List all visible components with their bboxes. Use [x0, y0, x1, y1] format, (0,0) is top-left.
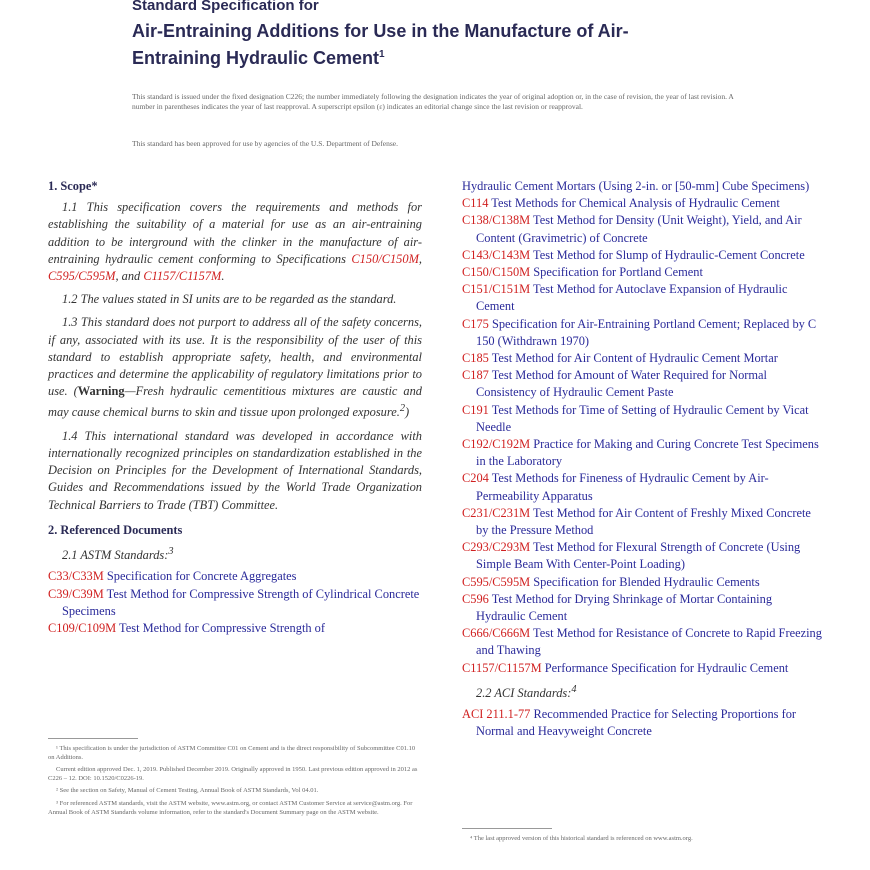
reference-title-link[interactable]: Test Method for Drying Shrinkage of Mortar Containing Hydraulic Cement: [476, 591, 773, 624]
section-1-3: 1.3 This standard does not purport to address all of the safety concerns, if any, associated with its use. It is the responsibility of the user of this standard to establish appropriate safety, health, and environmental practices and determine the applicability of regulatory limitations prior to use. (Warning—Fresh hydraulic cementitious mixtures are caustic and may cause chemical burns to skin and tissue upon prolonged exposure.$^2$): [48, 315, 422, 420]
reference-title-link[interactable]: Specification for Portland Cement: [530, 265, 703, 280]
reference-code-link[interactable]: C151/C151M: [462, 282, 531, 297]
reference-entry: [48, 568, 422, 585]
footnote: ² See the section on Safety, Manual of Cement Testing, Annual Book of ASTM Standards, Vol 04.01.: [56, 787, 319, 795]
reference-title-link[interactable]: Test Method for Resistance of Concrete to Rapid Freezing and Thawing: [476, 626, 822, 658]
reference-code-link[interactable]: C150/C150M: [462, 265, 531, 280]
reference-entry: [462, 316, 824, 350]
footnotes-right: [462, 835, 824, 848]
left-reference-list: [48, 568, 422, 637]
left-column: [48, 178, 422, 637]
reference-entry: [462, 660, 824, 677]
reference-title-link[interactable]: Test Method for Compressive Strength of Cylindrical Concrete Specimens: [62, 586, 420, 618]
scope-heading: 1. Scope*: [48, 179, 98, 193]
issuance-notice: This standard is issued under the fixed designation C226; the number immediately following the designation indicates the year of original adoption or, in the case of revision, the year of last revision. A number in parentheses indicates the year of last reapproval. A superscript epsilon (ε) indicates an editorial change since the last revision or reapproval.: [132, 92, 734, 111]
footnote: ¹ This specification is under the jurisdiction of ASTM Committee C01 on Cement and is the direct responsibility of Subcommittee C01.10 on Additions.: [48, 745, 416, 761]
reference-title-link[interactable]: Practice for Making and Curing Concrete Test Specimens in the Laboratory: [476, 437, 819, 469]
reference-code-link[interactable]: C187: [462, 368, 489, 383]
ref-link-c1157[interactable]: C1157/C1157M: [143, 269, 222, 284]
reference-code-link[interactable]: C33/C33M: [48, 569, 104, 584]
reference-title-link[interactable]: Test Method for Air Content of Hydraulic Cement Mortar: [488, 351, 778, 366]
reference-code-link[interactable]: C39/C39M: [48, 586, 104, 601]
reference-title-link[interactable]: Test Methods for Time of Setting of Hydraulic Cement by Vicat Needle: [476, 402, 809, 434]
reference-entry: [462, 706, 824, 740]
ref-link-c150[interactable]: C150/C150M: [351, 251, 419, 266]
reference-code-link[interactable]: C109/C109M: [48, 620, 117, 635]
footnote: Current edition approved Dec. 1, 2019. Published December 2019. Originally approved in 1950. Last previous edition approved in 2012 as C226 – 12. DOI: 10.1520/C0226-19.: [48, 766, 418, 782]
right-reference-list: [462, 178, 824, 677]
reference-code-link[interactable]: C143/C143M: [462, 247, 531, 262]
reference-title-link[interactable]: Test Method for Air Content of Freshly Mixed Concrete by the Pressure Method: [476, 505, 811, 538]
referenced-documents-heading: 2. Referenced Documents: [48, 522, 183, 537]
footnote: ³ For referenced ASTM standards, visit the ASTM website, www.astm.org, or contact ASTM Customer Service at service@astm.org. For Annual Book of ASTM Standards volume information, refer to the standard's Document Summary page on the ASTM website.: [48, 799, 413, 816]
reference-title-link[interactable]: Test Methods for Chemical Analysis of Hydraulic Cement: [488, 196, 780, 211]
reference-title-link[interactable]: Test Methods for Fineness of Hydraulic Cement by Air-Permeability Apparatus: [476, 471, 769, 503]
reference-code-link[interactable]: C185: [462, 351, 489, 366]
reference-entry: [48, 620, 422, 637]
title-line-2: Entraining Hydraulic Cement: [132, 48, 380, 68]
warning-label: Warning: [77, 384, 125, 399]
right-column: [462, 178, 824, 741]
reference-entry: [462, 625, 824, 659]
section-1-4: 1.4 This international standard was developed in accordance with internationally recognized principles on standardization established in the Decision on Principles for the Development of International Standards, Guides and Recommendations issued by the World Trade Organization Technical Barriers to Trade (TBT) Committee.: [48, 428, 422, 512]
reference-entry: [462, 436, 824, 470]
document-title: [132, 19, 752, 70]
reference-code-link[interactable]: C666/C666M: [462, 626, 531, 641]
reference-code-link[interactable]: C204: [462, 471, 489, 486]
reference-entry: [462, 212, 824, 246]
reference-title-link[interactable]: Specification for Air-Entraining Portland Cement; Replaced by C 150 (Withdrawn 1970): [476, 316, 817, 348]
footnote-divider-right: [462, 828, 552, 829]
reference-entry: [462, 591, 824, 625]
dod-approval-notice: This standard has been approved for use by agencies of the U.S. Department of Defense.: [132, 139, 398, 148]
reference-title-link[interactable]: Test Method for Autoclave Expansion of Hydraulic Cement: [476, 282, 788, 314]
reference-entry: [462, 402, 824, 436]
reference-code-link[interactable]: C596: [462, 591, 489, 606]
astm-standards-subheading: 2.1 ASTM Standards:$^3$: [62, 545, 174, 563]
ref-link-c595[interactable]: C595/C595M: [48, 269, 116, 284]
footnote-divider-left: [48, 738, 138, 739]
reference-code-link[interactable]: C595/C595M: [462, 574, 531, 589]
reference-entry: [462, 350, 824, 367]
reference-entry: [462, 574, 824, 591]
reference-title-link[interactable]: Test Method for Compressive Strength of: [116, 620, 326, 635]
reference-entry: [462, 195, 824, 212]
section-1-1: 1.1 This specification covers the requirements and methods for establishing the suitability of a material for use as an air-entraining addition to be interground with the clinker in the manufacture of air-entraining hydraulic cement conforming to Specifications C150/C150M, C595/C595M, and C1157/C1157M.: [48, 200, 422, 284]
reference-code-link[interactable]: C191: [462, 402, 489, 417]
reference-entry: [462, 281, 824, 315]
reference-code-link[interactable]: C175: [462, 316, 489, 331]
reference-title-link[interactable]: Specification for Blended Hydraulic Cements: [530, 574, 760, 589]
reference-code-link[interactable]: C192/C192M: [462, 437, 531, 452]
reference-entry: [48, 586, 422, 620]
title-kicker: Standard Specification for: [132, 0, 319, 14]
reference-code-link[interactable]: C231/C231M: [462, 505, 531, 520]
title-block: [132, 0, 752, 70]
reference-entry: [462, 367, 824, 401]
footnote: ⁴ The last approved version of this historical standard is referenced on www.astm.org.: [470, 835, 693, 842]
reference-entry: [462, 470, 824, 504]
reference-code-link[interactable]: C114: [462, 196, 489, 211]
reference-title-link[interactable]: Test Method for Slump of Hydraulic-Cement Concrete: [530, 247, 805, 262]
title-footnote-mark: 1: [379, 49, 385, 60]
aci-standards-subheading: 2.2 ACI Standards:$^4$: [476, 683, 577, 701]
reference-entry: [462, 247, 824, 264]
reference-entry: [462, 264, 824, 281]
reference-title-link[interactable]: Recommended Practice for Selecting Proportions for Normal and Heavyweight Concrete: [476, 707, 797, 739]
reference-entry: [462, 539, 824, 573]
reference-entry: [462, 178, 824, 195]
reference-title-link[interactable]: Test Method for Density (Unit Weight), Yield, and Air Content (Gravimetric) of Concrete: [476, 213, 802, 245]
reference-code-link[interactable]: C138/C138M: [462, 213, 531, 228]
reference-code-link[interactable]: C1157/C1157M: [462, 660, 542, 675]
aci-reference-list: [462, 706, 824, 740]
reference-title-link[interactable]: Test Method for Amount of Water Required for Normal Consistency of Hydraulic Cement Paste: [476, 368, 767, 400]
reference-title-link[interactable]: Specification for Concrete Aggregates: [103, 569, 297, 584]
title-line-1: Air-Entraining Additions for Use in the Manufacture of Air-: [132, 21, 629, 41]
reference-code-link[interactable]: ACI 211.1-77: [462, 707, 531, 722]
reference-title-link[interactable]: Hydraulic Cement Mortars (Using 2-in. or [50-mm] Cube Specimens): [462, 179, 810, 193]
reference-entry: [462, 505, 824, 539]
section-1-2: 1.2 The values stated in SI units are to be regarded as the standard.: [62, 292, 397, 307]
footnotes-left: [48, 745, 422, 821]
reference-title-link[interactable]: Test Method for Flexural Strength of Concrete (Using Simple Beam With Center-Point Loading): [476, 540, 801, 572]
reference-title-link[interactable]: Performance Specification for Hydraulic Cement: [541, 660, 789, 675]
reference-code-link[interactable]: C293/C293M: [462, 540, 531, 555]
